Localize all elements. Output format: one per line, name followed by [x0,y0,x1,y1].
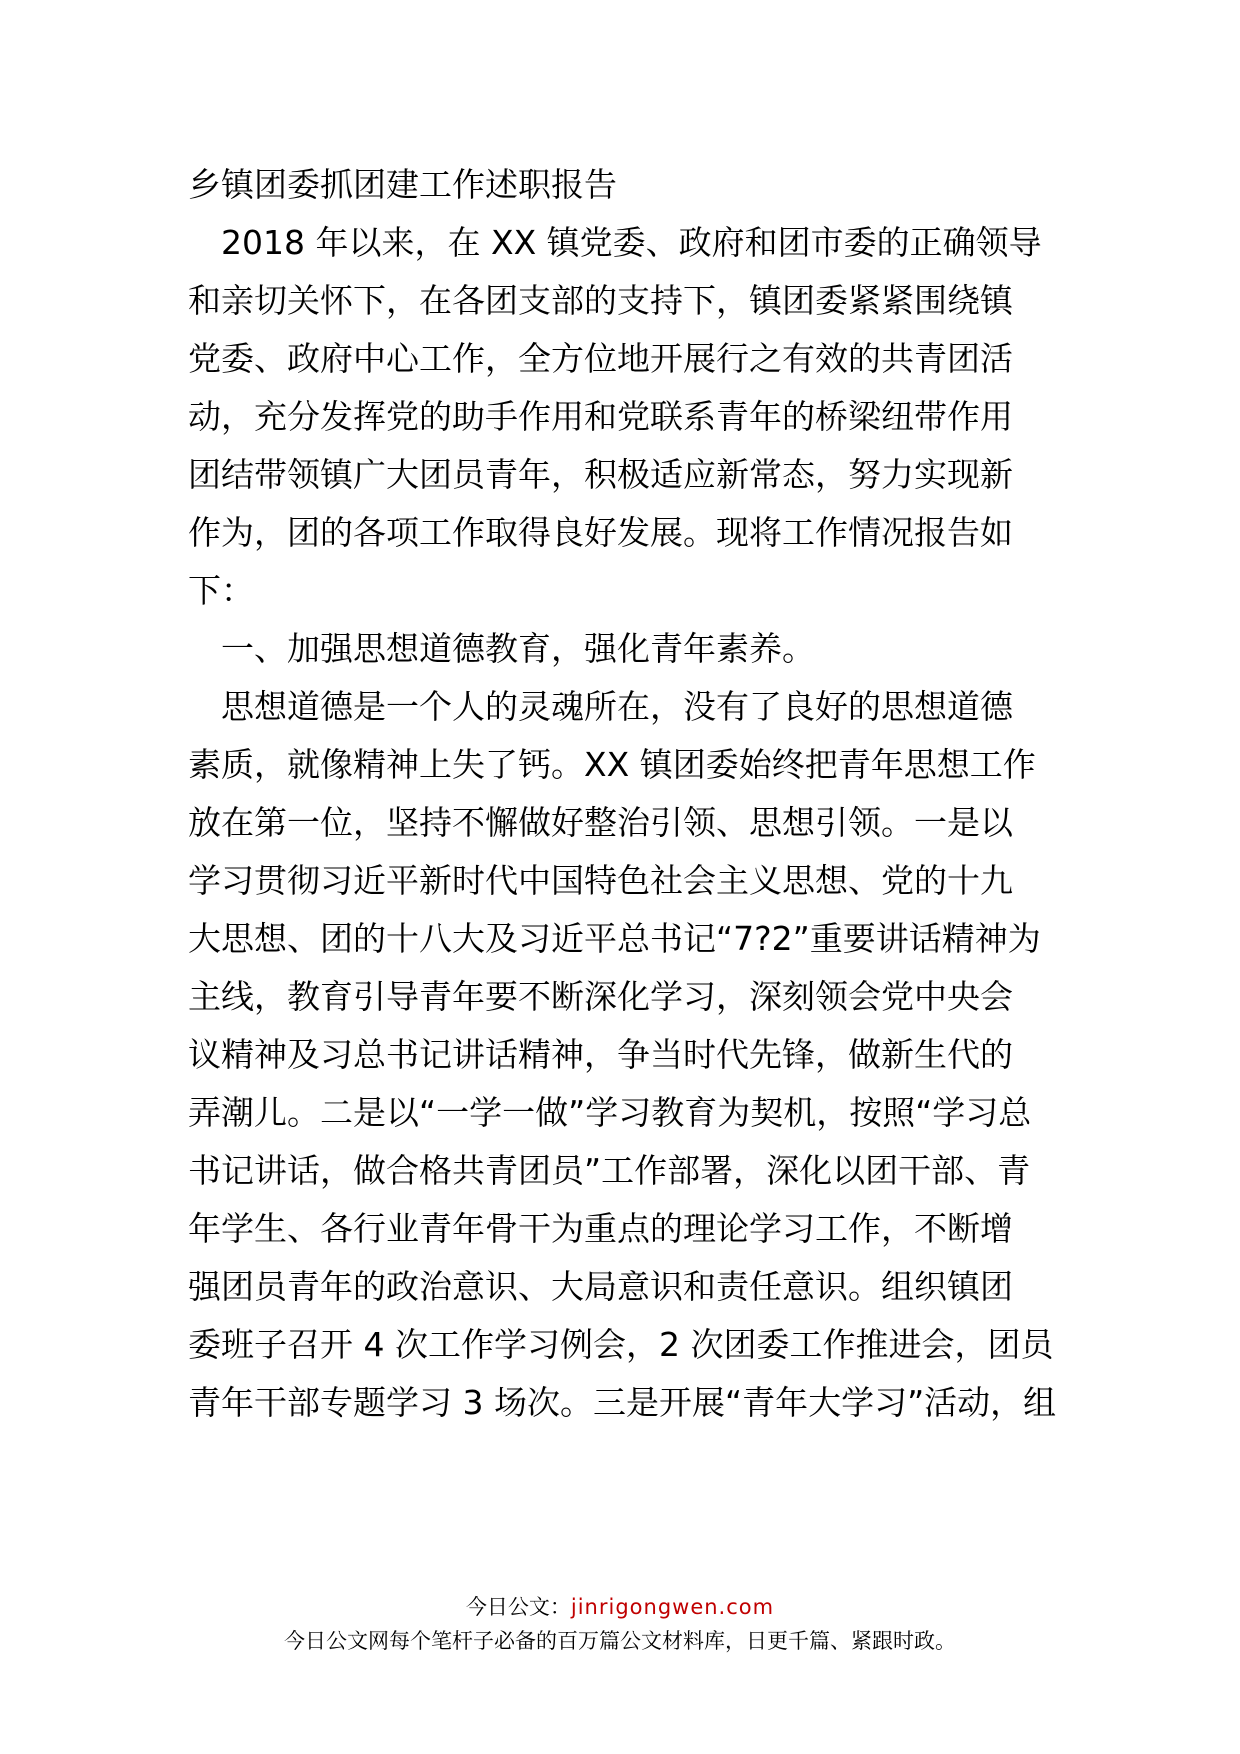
body-line: 党委、政府中心工作，全方位地开展行之有效的共青团活 [188,339,1013,378]
body-line: 下： [188,571,254,610]
body-line: 和亲切关怀下，在各团支部的支持下，镇团委紧紧围绕镇 [188,281,1013,320]
body-line: 动，充分发挥党的助手作用和党联系青年的桥梁纽带作用 [188,397,1013,436]
body-line: 大思想、团的十八大及习近平总书记“7?2”重要讲话精神为 [188,919,1041,958]
body-line: 弄潮儿。二是以“一学一做”学习教育为契机，按照“学习总 [188,1093,1032,1132]
body-line: 议精神及习总书记讲话精神，争当时代先锋，做新生代的 [188,1035,1013,1074]
footer-source-label: 今日公文： [465,1595,571,1619]
body-line: 放在第一位，坚持不懈做好整治引领、思想引领。一是以 [188,803,1013,842]
body-line: 强团员青年的政治意识、大局意识和责任意识。组织镇团 [188,1267,1013,1306]
body-line: 书记讲话，做合格共青团员”工作部署，深化以团干部、青 [188,1151,1031,1190]
body-line: 2018 年以来，在 XX 镇党委、政府和团市委的正确领导 [188,223,1042,262]
body-line: 学习贯彻习近平新时代中国特色社会主义思想、党的十九 [188,861,1013,900]
body-line: 作为，团的各项工作取得良好发展。现将工作情况报告如 [188,513,1013,552]
section-heading: 一、加强思想道德教育，强化青年素养。 [188,629,815,668]
body-line: 青年干部专题学习 3 场次。三是开展“青年大学习”活动，组 [188,1383,1057,1422]
body-line: 委班子召开 4 次工作学习例会，2 次团委工作推进会，团员 [188,1325,1054,1364]
body-line: 主线，教育引导青年要不断深化学习，深刻领会党中央会 [188,977,1013,1016]
body-line: 素质，就像精神上失了钙。XX 镇团委始终把青年思想工作 [188,745,1036,784]
body-line: 团结带领镇广大团员青年，积极适应新常态，努力实现新 [188,455,1013,494]
body-line: 年学生、各行业青年骨干为重点的理论学习工作，不断增 [188,1209,1013,1248]
footer-source [0,1593,1240,1621]
footer-source-link[interactable]: jinrigongwen.com [570,1595,775,1619]
body-line: 思想道德是一个人的灵魂所在，没有了良好的思想道德 [188,687,1013,726]
document-title: 乡镇团委抓团建工作述职报告 [188,165,617,204]
footer-slogan: 今日公文网每个笔杆子必备的百万篇公文材料库，日更千篇、紧跟时政。 [284,1629,956,1653]
